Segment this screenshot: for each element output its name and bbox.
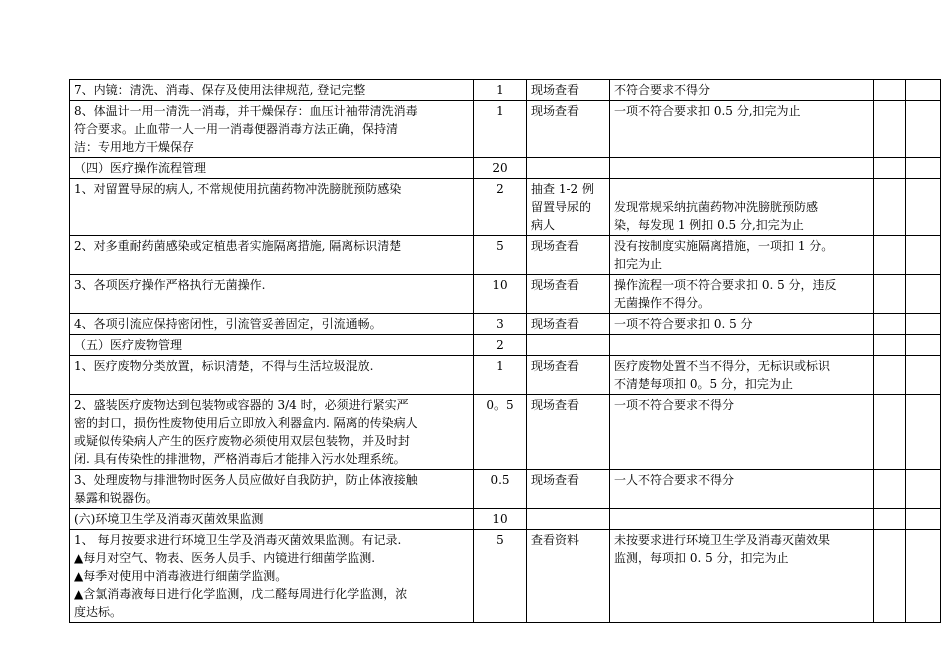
item-cell-line: （四）医疗操作流程管理 <box>74 161 207 175</box>
item-cell-line: ▲每季对使用中消毒液进行细菌学监测。 <box>74 569 288 583</box>
method-cell <box>527 356 610 395</box>
method-cell <box>527 80 610 101</box>
blank-cell <box>874 236 906 275</box>
method-cell-line: 现场查看 <box>531 398 580 412</box>
table-row <box>70 356 941 395</box>
item-cell <box>70 80 474 101</box>
method-cell-line: 现场查看 <box>531 317 580 331</box>
item-cell <box>70 275 474 314</box>
rule-cell <box>610 395 874 470</box>
item-cell <box>70 470 474 509</box>
table-row <box>70 236 941 275</box>
blank-cell <box>874 395 906 470</box>
rule-cell-line: 染，每发现 1 例扣 0.5 分,扣完为止 <box>614 218 804 232</box>
item-cell-line: 4、各项引流应保持密闭性，引流管妥善固定，引流通畅。 <box>74 317 382 331</box>
score-cell: 3 <box>474 314 527 335</box>
method-cell <box>527 395 610 470</box>
rule-cell-line: 扣完为止 <box>614 257 663 271</box>
item-cell-line: ▲每月对空气、物表、医务人员手、内镜进行细菌学监测. <box>74 551 376 565</box>
score-cell: 10 <box>474 509 527 530</box>
item-cell-line: 洁：专用地方干燥保存 <box>74 140 195 154</box>
score-cell: 5 <box>474 530 527 623</box>
blank-cell <box>874 530 906 623</box>
item-cell-line: 或疑似传染病人产生的医疗废物必须使用双层包装物，并及时封 <box>74 434 411 448</box>
item-cell-line: 7、内镜：清洗、消毒、保存及使用法律规范, 登记完整 <box>74 83 366 97</box>
rule-cell <box>610 530 874 623</box>
rule-cell-line: 没有按制度实施隔离措施，一项扣 1 分。 <box>614 239 834 253</box>
rule-cell <box>610 509 874 530</box>
table-row <box>70 470 941 509</box>
rule-cell <box>610 314 874 335</box>
rule-cell-line: 监测，每项扣 0. 5 分，扣完为止 <box>614 551 789 565</box>
method-cell <box>527 509 610 530</box>
score-cell: 20 <box>474 158 527 179</box>
item-cell <box>70 314 474 335</box>
table-row <box>70 179 941 236</box>
blank-cell <box>906 80 941 101</box>
blank-cell <box>874 101 906 158</box>
blank-cell <box>906 314 941 335</box>
rule-cell-line: 一项不符合要求扣 0.5 分,扣完为止 <box>614 104 801 118</box>
table-row <box>70 530 941 623</box>
score-cell: 1 <box>474 101 527 158</box>
blank-cell <box>906 236 941 275</box>
blank-cell <box>874 356 906 395</box>
item-cell-line: （五）医疗废物管理 <box>74 338 183 352</box>
item-cell <box>70 509 474 530</box>
rule-cell <box>610 179 874 236</box>
method-cell <box>527 530 610 623</box>
rule-cell <box>610 236 874 275</box>
blank-cell <box>906 275 941 314</box>
item-cell-line: 3、处理废物与排泄物时医务人员应做好自我防护，防止体液接触 <box>74 473 418 487</box>
method-cell-line: 查看资料 <box>531 533 580 547</box>
blank-cell <box>874 470 906 509</box>
blank-cell <box>874 509 906 530</box>
item-cell-line: 符合要求。止血带一人一用一消毒便器消毒方法正确，保持清 <box>74 122 399 136</box>
blank-cell <box>906 395 941 470</box>
table-row <box>70 509 941 530</box>
score-cell: 10 <box>474 275 527 314</box>
table-row <box>70 80 941 101</box>
item-cell-line: (六)环境卫生学及消毒灭菌效果监测 <box>74 512 264 526</box>
blank-cell <box>906 530 941 623</box>
rule-cell-line: 发现常规采纳抗菌药物冲洗膀胱预防感 <box>614 200 819 214</box>
item-cell-line: 密的封口，损伤性废物使用后立即放入利器盒内. 隔离的传染病人 <box>74 416 418 430</box>
blank-cell <box>874 179 906 236</box>
rule-cell-line <box>614 180 869 198</box>
method-cell-line: 现场查看 <box>531 473 580 487</box>
rule-cell <box>610 356 874 395</box>
blank-cell <box>906 158 941 179</box>
method-cell-line: 病人 <box>531 218 556 232</box>
table-row <box>70 395 941 470</box>
item-cell-line: 暴露和锐器伤。 <box>74 491 159 505</box>
item-cell-line: 3、各项医疗操作严格执行无菌操作. <box>74 278 266 292</box>
item-cell <box>70 395 474 470</box>
blank-cell <box>874 80 906 101</box>
item-cell-line: 2、对多重耐药菌感染或定植患者实施隔离措施, 隔离标识清楚 <box>74 239 402 253</box>
item-cell-line: 1、对留置导尿的病人, 不常规使用抗菌药物冲洗膀胱预防感染 <box>74 182 402 196</box>
method-cell-line: 现场查看 <box>531 239 580 253</box>
rule-cell-line: 不符合要求不得分 <box>614 83 711 97</box>
method-cell <box>527 236 610 275</box>
item-cell-line: 闭. 具有传染性的排泄物，严格消毒后才能排入污水处理系统。 <box>74 452 406 466</box>
method-cell <box>527 101 610 158</box>
rule-cell-line: 未按要求进行环境卫生学及消毒灭菌效果 <box>614 533 831 547</box>
score-cell: 0。5 <box>474 395 527 470</box>
method-cell <box>527 314 610 335</box>
blank-cell <box>906 356 941 395</box>
blank-cell <box>906 509 941 530</box>
rule-cell <box>610 275 874 314</box>
method-cell-line: 留置导尿的 <box>531 200 592 214</box>
table-body <box>70 80 941 623</box>
item-cell-line: 8、体温计一用一清洗一消毒，并干燥保存：血压计袖带清洗消毒 <box>74 104 418 118</box>
blank-cell <box>874 158 906 179</box>
rule-cell-line: 不清楚每项扣 0。5 分，扣完为止 <box>614 377 793 391</box>
method-cell <box>527 179 610 236</box>
blank-cell <box>906 101 941 158</box>
table-row <box>70 101 941 158</box>
score-cell: 2 <box>474 335 527 356</box>
score-cell: 5 <box>474 236 527 275</box>
rule-cell-line: 一项不符合要求不得分 <box>614 398 735 412</box>
blank-cell <box>874 335 906 356</box>
rule-cell <box>610 335 874 356</box>
table-row <box>70 275 941 314</box>
method-cell-line: 现场查看 <box>531 278 580 292</box>
rule-cell-line: 一项不符合要求扣 0. 5 分 <box>614 317 753 331</box>
method-cell <box>527 335 610 356</box>
method-cell-line: 现场查看 <box>531 359 580 373</box>
item-cell-line: 1、医疗废物分类放置，标识清楚，不得与生活垃圾混放. <box>74 359 374 373</box>
score-cell: 2 <box>474 179 527 236</box>
blank-cell <box>906 335 941 356</box>
item-cell <box>70 356 474 395</box>
method-cell <box>527 275 610 314</box>
score-cell: 1 <box>474 356 527 395</box>
table-row <box>70 158 941 179</box>
item-cell <box>70 179 474 236</box>
item-cell <box>70 101 474 158</box>
inspection-table <box>69 79 941 623</box>
blank-cell <box>874 275 906 314</box>
blank-cell <box>906 470 941 509</box>
table-row <box>70 314 941 335</box>
rule-cell <box>610 470 874 509</box>
rule-cell <box>610 101 874 158</box>
method-cell-line: 抽查 1-2 例 <box>531 182 594 196</box>
rule-cell <box>610 80 874 101</box>
item-cell-line: 2、盛装医疗废物达到包装物或容器的 3/4 时，必须进行紧实严 <box>74 398 409 412</box>
item-cell <box>70 158 474 179</box>
method-cell-line: 现场查看 <box>531 104 580 118</box>
rule-cell-line: 操作流程一项不符合要求扣 0. 5 分，违反 <box>614 278 837 292</box>
rule-cell-line: 一人不符合要求不得分 <box>614 473 735 487</box>
item-cell <box>70 530 474 623</box>
blank-cell <box>874 314 906 335</box>
rule-cell-line: 无菌操作不得分。 <box>614 296 711 310</box>
method-cell <box>527 470 610 509</box>
score-cell: 0.5 <box>474 470 527 509</box>
item-cell-line: ▲含氯消毒液每日进行化学监测，戊二醛每周进行化学监测，浓 <box>74 587 408 601</box>
method-cell <box>527 158 610 179</box>
method-cell-line: 现场查看 <box>531 83 580 97</box>
score-cell: 1 <box>474 80 527 101</box>
rule-cell <box>610 158 874 179</box>
blank-cell <box>906 179 941 236</box>
table-row <box>70 335 941 356</box>
rule-cell-line: 医疗废物处置不当不得分，无标识或标识 <box>614 359 831 373</box>
item-cell-line: 1、 每月按要求进行环境卫生学及消毒灭菌效果监测。有记录. <box>74 533 402 547</box>
item-cell-line: 度达标。 <box>74 605 123 619</box>
item-cell <box>70 335 474 356</box>
item-cell <box>70 236 474 275</box>
